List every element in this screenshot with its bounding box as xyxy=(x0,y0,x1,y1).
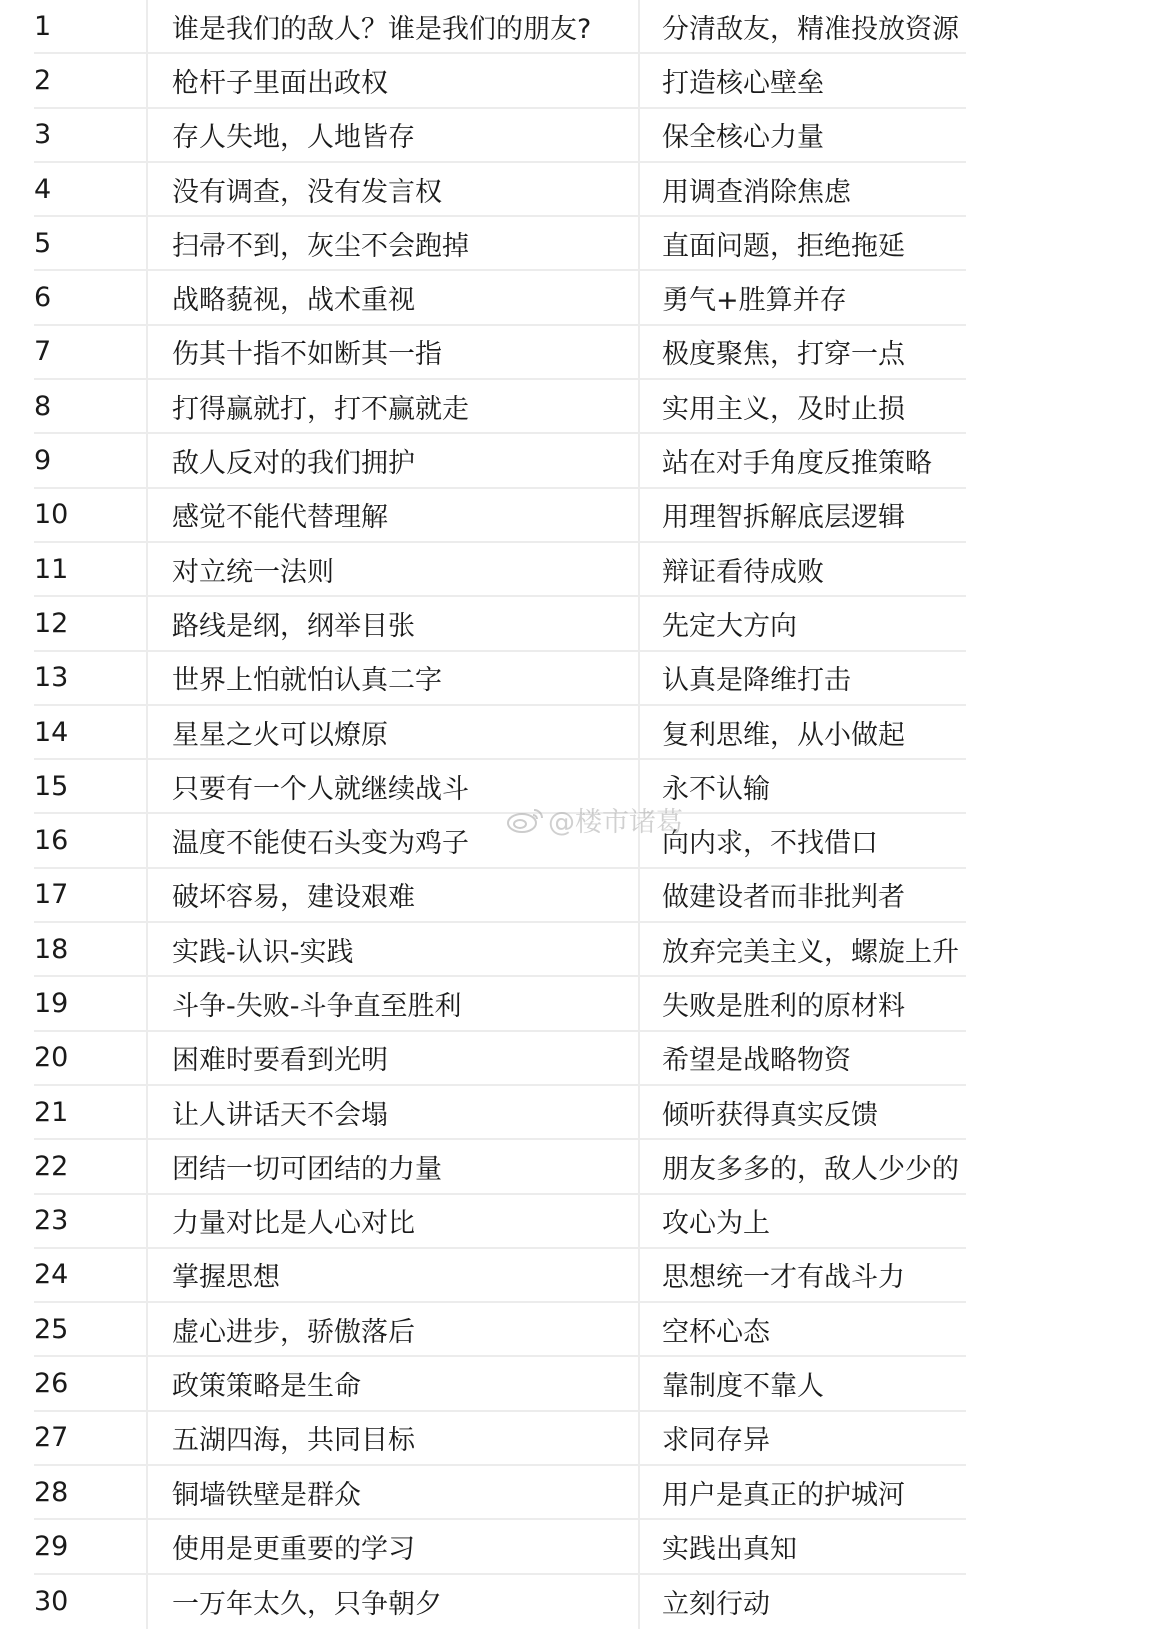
meaning-cell: 用理智拆解底层逻辑 xyxy=(638,489,978,541)
meaning-cell: 放弃完美主义，螺旋上升 xyxy=(638,923,978,975)
row-number: 9 xyxy=(34,445,52,477)
row-number: 22 xyxy=(34,1150,69,1182)
meaning-cell: 辩证看待成败 xyxy=(638,543,978,595)
quote-cell: 存人失地，人地皆存 xyxy=(146,109,638,161)
table-row xyxy=(34,0,966,54)
quote-cell: 星星之火可以燎原 xyxy=(146,706,638,758)
row-number: 7 xyxy=(34,336,52,368)
row-number: 15 xyxy=(34,770,69,802)
meaning-cell: 希望是战略物资 xyxy=(638,1032,978,1084)
meaning-cell: 打造核心壁垒 xyxy=(638,54,978,106)
meaning-cell: 站在对手角度反推策略 xyxy=(638,434,978,486)
row-number: 20 xyxy=(34,1042,69,1074)
row-number: 2 xyxy=(34,64,52,96)
table-row xyxy=(34,1575,966,1629)
meaning-cell: 做建设者而非批判者 xyxy=(638,869,978,921)
row-number: 24 xyxy=(34,1259,69,1291)
row-number: 1 xyxy=(34,10,52,42)
row-number: 30 xyxy=(34,1586,69,1618)
table-row xyxy=(34,54,966,108)
meaning-cell: 靠制度不靠人 xyxy=(638,1357,978,1409)
quote-cell: 使用是更重要的学习 xyxy=(146,1520,638,1572)
meaning-cell: 用调查消除焦虑 xyxy=(638,163,978,215)
meaning-cell: 分清敌友，精准投放资源 xyxy=(638,0,978,52)
meaning-cell: 失败是胜利的原材料 xyxy=(638,977,978,1029)
quote-cell: 路线是纲，纲举目张 xyxy=(146,597,638,649)
row-number: 6 xyxy=(34,282,52,314)
table-row xyxy=(34,1032,966,1086)
quotes-table xyxy=(34,0,966,1629)
table-row xyxy=(34,1140,966,1194)
quote-cell: 伤其十指不如断其一指 xyxy=(146,326,638,378)
quote-cell: 斗争-失败-斗争直至胜利 xyxy=(146,977,638,1029)
table-row xyxy=(34,271,966,325)
table-row xyxy=(34,1412,966,1466)
quote-cell: 力量对比是人心对比 xyxy=(146,1195,638,1247)
meaning-cell: 认真是降维打击 xyxy=(638,652,978,704)
row-number: 4 xyxy=(34,173,52,205)
quote-cell: 打得赢就打，打不赢就走 xyxy=(146,380,638,432)
quote-cell: 一万年太久，只争朝夕 xyxy=(146,1575,638,1629)
row-number: 23 xyxy=(34,1205,69,1237)
meaning-cell: 倾听获得真实反馈 xyxy=(638,1086,978,1138)
table-row xyxy=(34,543,966,597)
row-number: 5 xyxy=(34,227,52,259)
meaning-cell: 立刻行动 xyxy=(638,1575,978,1629)
table-row xyxy=(34,760,966,814)
meaning-cell: 朋友多多的，敌人少少的 xyxy=(638,1140,978,1192)
row-number: 11 xyxy=(34,553,69,585)
quote-cell: 温度不能使石头变为鸡子 xyxy=(146,814,638,866)
watermark-text: @楼市诸葛 xyxy=(548,807,683,838)
table-row xyxy=(34,869,966,923)
meaning-cell: 先定大方向 xyxy=(638,597,978,649)
meaning-cell: 永不认输 xyxy=(638,760,978,812)
quote-cell: 没有调查，没有发言权 xyxy=(146,163,638,215)
row-number: 28 xyxy=(34,1476,69,1508)
meaning-cell: 勇气+胜算并存 xyxy=(638,271,978,323)
table-row xyxy=(34,652,966,706)
quote-cell: 扫帚不到，灰尘不会跑掉 xyxy=(146,217,638,269)
meaning-cell: 直面问题，拒绝拖延 xyxy=(638,217,978,269)
table-row xyxy=(34,1357,966,1411)
meaning-cell: 用户是真正的护城河 xyxy=(638,1466,978,1518)
quote-cell: 对立统一法则 xyxy=(146,543,638,595)
meaning-cell: 保全核心力量 xyxy=(638,109,978,161)
row-number: 8 xyxy=(34,390,52,422)
quote-cell: 战略藐视，战术重视 xyxy=(146,271,638,323)
quote-cell: 实践-认识-实践 xyxy=(146,923,638,975)
quote-cell: 五湖四海，共同目标 xyxy=(146,1412,638,1464)
table-row xyxy=(34,706,966,760)
row-number: 13 xyxy=(34,662,69,694)
table-row xyxy=(34,163,966,217)
meaning-cell: 向内求，不找借口 xyxy=(638,814,978,866)
quote-cell: 虚心进步，骄傲落后 xyxy=(146,1303,638,1355)
quote-cell: 政策策略是生命 xyxy=(146,1357,638,1409)
row-number: 19 xyxy=(34,987,69,1019)
table-row xyxy=(34,1086,966,1140)
table-row xyxy=(34,1303,966,1357)
quote-cell: 团结一切可团结的力量 xyxy=(146,1140,638,1192)
table-row xyxy=(34,1195,966,1249)
quote-cell: 敌人反对的我们拥护 xyxy=(146,434,638,486)
quote-cell: 只要有一个人就继续战斗 xyxy=(146,760,638,812)
meaning-cell: 实践出真知 xyxy=(638,1520,978,1572)
quote-cell: 铜墙铁壁是群众 xyxy=(146,1466,638,1518)
row-number: 12 xyxy=(34,607,69,639)
row-number: 26 xyxy=(34,1368,69,1400)
meaning-cell: 攻心为上 xyxy=(638,1195,978,1247)
table-row xyxy=(34,1249,966,1303)
meaning-cell: 极度聚焦，打穿一点 xyxy=(638,326,978,378)
meaning-cell: 空杯心态 xyxy=(638,1303,978,1355)
row-number: 14 xyxy=(34,716,69,748)
quote-cell: 困难时要看到光明 xyxy=(146,1032,638,1084)
meaning-cell: 实用主义，及时止损 xyxy=(638,380,978,432)
quote-cell: 世界上怕就怕认真二字 xyxy=(146,652,638,704)
row-number: 18 xyxy=(34,933,69,965)
quote-cell: 让人讲话天不会塌 xyxy=(146,1086,638,1138)
row-number: 25 xyxy=(34,1313,69,1345)
quote-cell: 掌握思想 xyxy=(146,1249,638,1301)
table-row xyxy=(34,217,966,271)
row-number: 21 xyxy=(34,1096,69,1128)
quote-cell: 谁是我们的敌人？谁是我们的朋友? xyxy=(146,0,638,52)
table-row xyxy=(34,489,966,543)
meaning-cell: 复利思维，从小做起 xyxy=(638,706,978,758)
row-number: 17 xyxy=(34,879,69,911)
table-row xyxy=(34,109,966,163)
table-row xyxy=(34,380,966,434)
row-number: 29 xyxy=(34,1530,69,1562)
table-row xyxy=(34,326,966,380)
quote-cell: 破坏容易，建设艰难 xyxy=(146,869,638,921)
table-row xyxy=(34,597,966,651)
table-row xyxy=(34,814,966,868)
meaning-cell: 思想统一才有战斗力 xyxy=(638,1249,978,1301)
meaning-cell: 求同存异 xyxy=(638,1412,978,1464)
table-row xyxy=(34,1520,966,1574)
quote-cell: 枪杆子里面出政权 xyxy=(146,54,638,106)
table-row xyxy=(34,977,966,1031)
row-number: 27 xyxy=(34,1422,69,1454)
table-row xyxy=(34,923,966,977)
row-number: 16 xyxy=(34,825,69,857)
table-row xyxy=(34,434,966,488)
quote-cell: 感觉不能代替理解 xyxy=(146,489,638,541)
row-number: 3 xyxy=(34,119,52,151)
row-number: 10 xyxy=(34,499,69,531)
table-row xyxy=(34,1466,966,1520)
